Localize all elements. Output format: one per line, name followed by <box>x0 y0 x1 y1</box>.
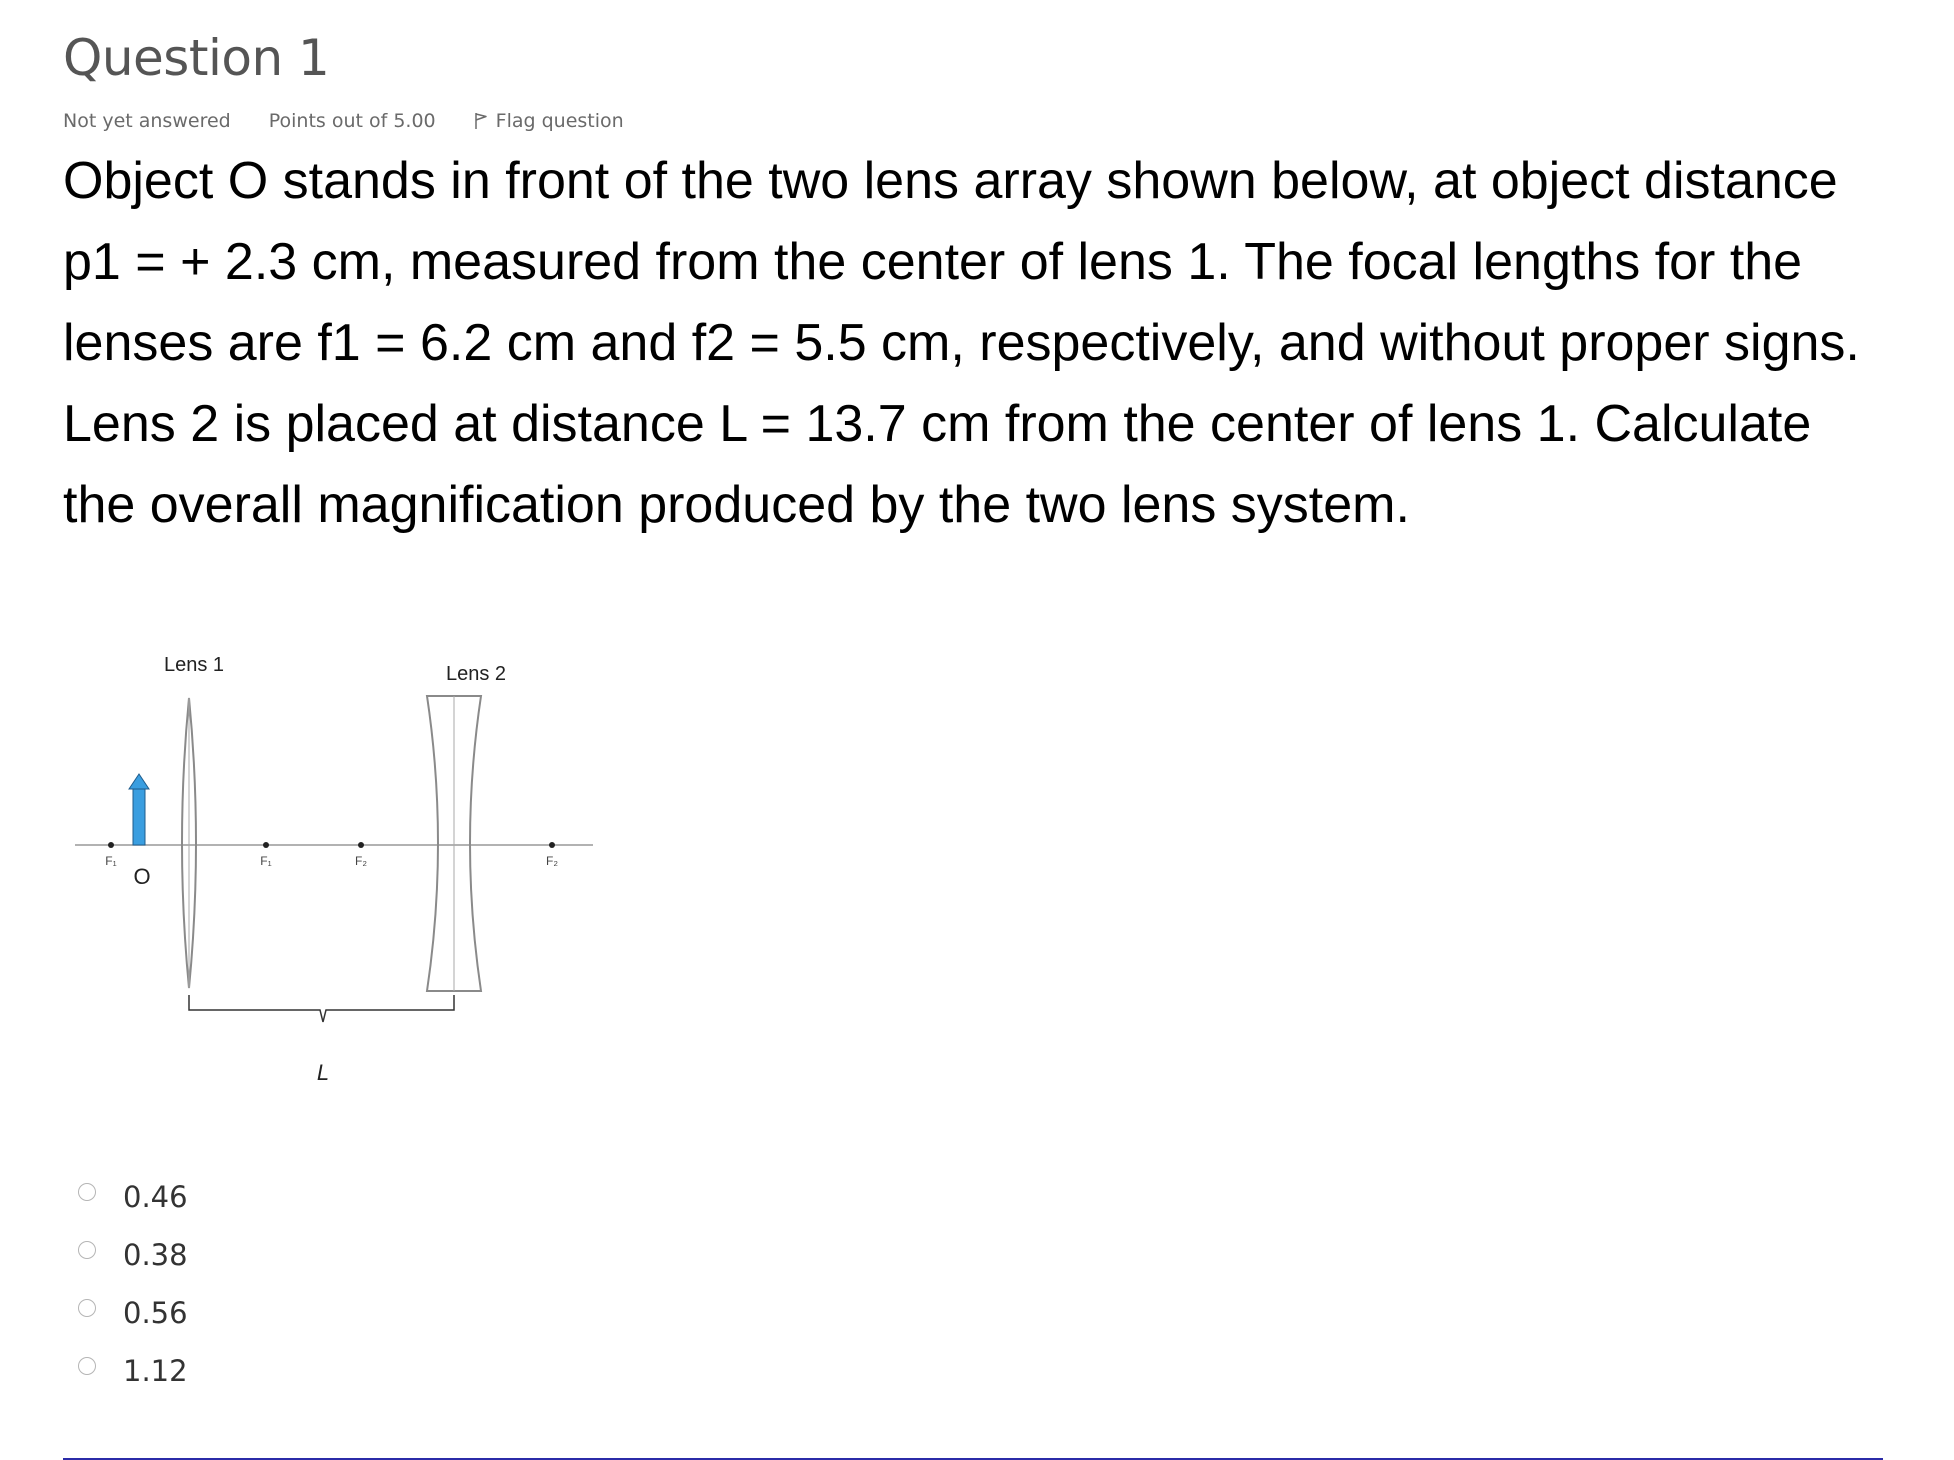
focal-point-f1-right <box>263 842 269 848</box>
answer-option[interactable] <box>78 1342 188 1400</box>
answer-label: 0.46 <box>123 1180 188 1214</box>
answer-option[interactable] <box>78 1226 188 1284</box>
focal-label-f2-left: F₂ <box>355 854 367 868</box>
focal-label-f1-left: F₁ <box>105 854 117 868</box>
distance-bracket <box>189 995 454 1022</box>
lens1 <box>182 698 196 988</box>
question-text: Object O stands in front of the two lens array shown below, at object distance p1 = + 2.3 cm, measured from the center of lens 1. The focal lengths for the lenses are f1 = 6.2 cm and f2 = 5.5 cm, respectively, and without proper signs. Lens 2 is placed at distance L = 13.7 cm from the center of lens 1. Calculate the overall magnification produced by the two lens system. <box>63 152 1860 534</box>
lens2-label: Lens 2 <box>445 663 507 685</box>
question-grade: Points out of 5.00 <box>268 110 436 132</box>
answer-radio[interactable] <box>78 1241 96 1259</box>
answer-option[interactable] <box>78 1284 188 1342</box>
answer-radio[interactable] <box>78 1299 96 1317</box>
focal-label-f2-right: F₂ <box>546 854 558 868</box>
flag-question-link[interactable] <box>474 110 624 132</box>
flag-question-label: Flag question <box>495 110 624 132</box>
answer-options <box>78 1168 188 1400</box>
object-arrow <box>129 774 149 845</box>
lens-diagram-svg <box>63 650 603 1100</box>
answer-option[interactable] <box>78 1168 188 1226</box>
focal-point-f1-left <box>108 842 114 848</box>
focal-points <box>105 842 558 868</box>
distance-label: L <box>316 1060 330 1085</box>
answer-label: 1.12 <box>123 1354 188 1388</box>
lens1-label: Lens 1 <box>163 654 225 676</box>
focal-point-f2-left <box>358 842 364 848</box>
object-label: O <box>133 864 151 889</box>
answer-label: 0.56 <box>123 1296 188 1330</box>
focal-point-f2-right <box>549 842 555 848</box>
answer-radio[interactable] <box>78 1183 96 1201</box>
question-info <box>63 106 624 136</box>
lens2 <box>427 696 481 991</box>
flag-icon <box>474 112 488 130</box>
answer-label: 0.38 <box>123 1238 188 1272</box>
question-title: Question 1 <box>63 29 330 87</box>
question-state: Not yet answered <box>63 110 231 132</box>
focal-label-f1-right: F₁ <box>260 854 272 868</box>
answer-radio[interactable] <box>78 1357 96 1375</box>
lens-diagram <box>63 650 603 1100</box>
